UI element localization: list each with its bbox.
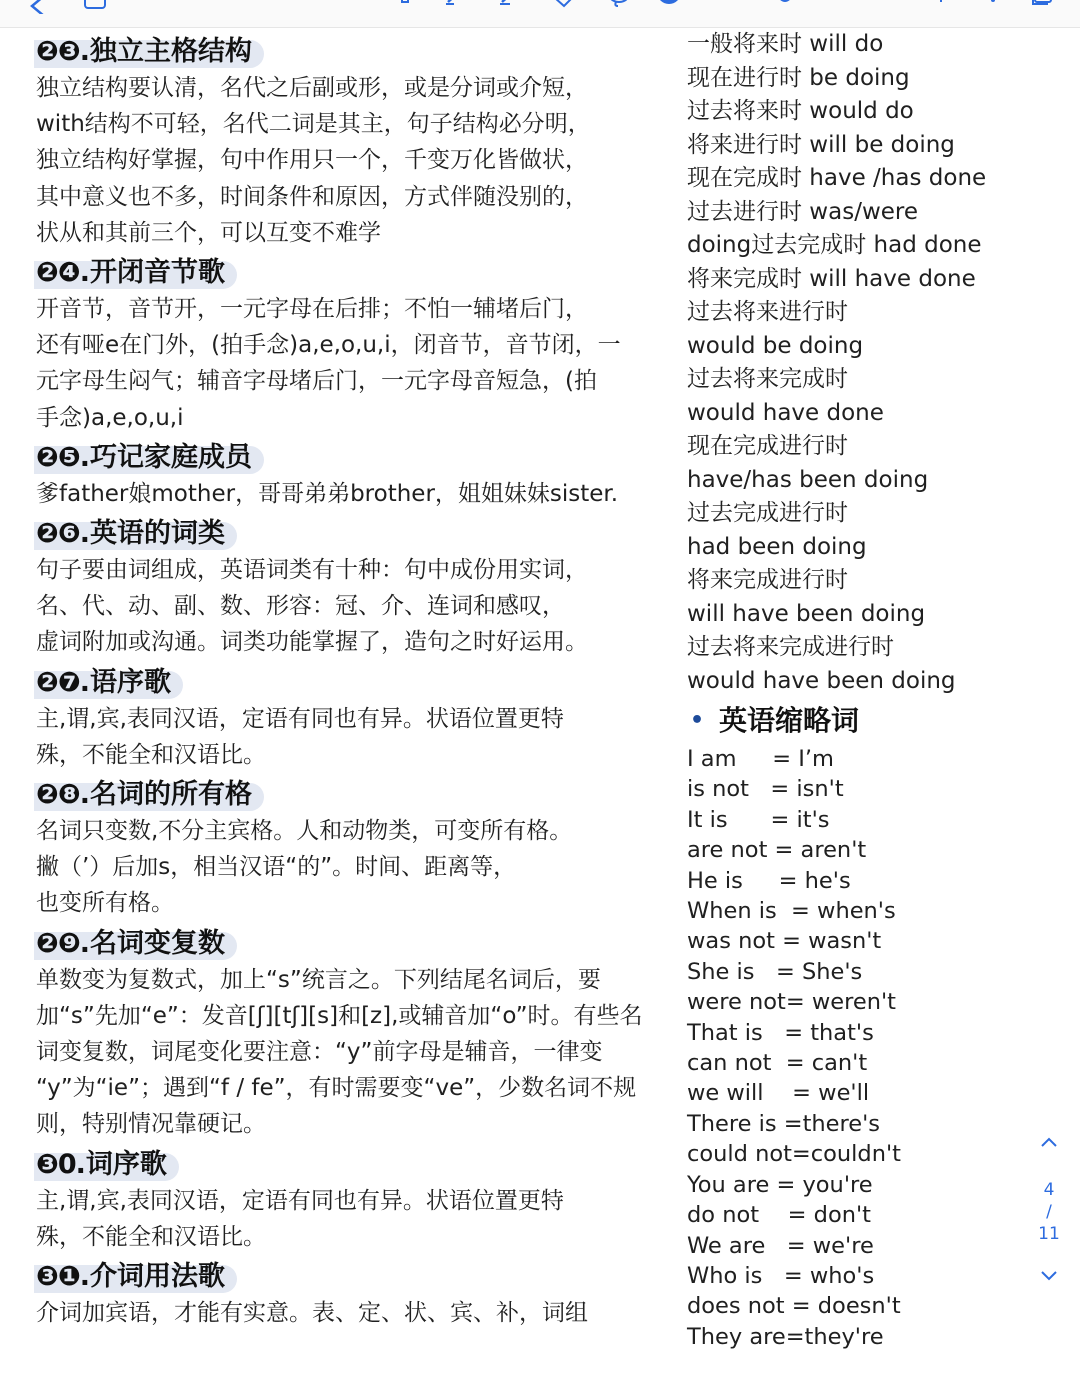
- section-heading: [36, 516, 237, 552]
- total-pages: 11: [1038, 1224, 1060, 1244]
- tense-item: 现在完成进行时: [687, 433, 848, 459]
- section-number: ❷❺: [36, 441, 80, 473]
- text-line: 殊，不能全和汉语比。: [36, 1223, 266, 1250]
- tense-item: will have been doing: [687, 600, 926, 627]
- section-number: ❷❻: [36, 518, 80, 550]
- text-line: 撇（’）后加s，相当汉语“的”。时间、距离等，: [36, 854, 517, 881]
- section-heading: [36, 1259, 237, 1295]
- section-title: .名词变复数: [79, 927, 225, 959]
- abbreviation-item: He is = he's: [687, 867, 851, 894]
- tense-item: 过去将来完成时: [687, 366, 848, 392]
- abbreviation-item: Who is = who's: [687, 1262, 875, 1289]
- text-line: 则，特别情况靠硬记。: [36, 1111, 266, 1138]
- section-title: .独立主格结构: [79, 36, 252, 67]
- abbreviation-item: She is = She's: [687, 958, 863, 985]
- chevron-up-icon[interactable]: [1039, 1135, 1059, 1149]
- tense-item: 一般将来时 will do: [687, 31, 884, 57]
- text-line: 单数变为复数式，加上“s”统言之。下列结尾名词后，要: [36, 966, 601, 993]
- text-line: 主,谓,宾,表同汉语，定语有同也有异。状语位置更特: [36, 705, 564, 732]
- annotation-toolbar: [0, 0, 1080, 28]
- pen-icon[interactable]: [392, 0, 418, 14]
- text-line: 开音节，音节开，一元字母在后排；不怕一辅堵后门，: [36, 296, 588, 323]
- abbreviation-heading: [687, 702, 1027, 740]
- section-body: [36, 1183, 672, 1255]
- text-line: 独立结构要认清，名代之后副或形，或是分词或介短，: [36, 75, 588, 101]
- tense-item: 过去进行时 was/were: [687, 198, 919, 225]
- abbreviation-item: are not = aren't: [687, 837, 867, 864]
- section: [36, 1145, 672, 1255]
- abbreviation-item: There is =there's: [687, 1110, 881, 1137]
- bullet-icon: •: [689, 708, 705, 733]
- section-body: [36, 552, 672, 661]
- color-circle-icon[interactable]: [656, 0, 682, 14]
- section-title: .语序歌: [79, 666, 171, 698]
- section-title: .巧记家庭成员: [79, 441, 252, 473]
- section-heading: [36, 777, 264, 813]
- section-body: [36, 701, 672, 773]
- left-column: [36, 32, 672, 1333]
- current-page: 4: [1043, 1180, 1055, 1200]
- section-title: .英语的词类: [79, 518, 225, 550]
- lasso-icon[interactable]: [606, 0, 632, 14]
- abbreviation-item: do not = don't: [687, 1202, 871, 1229]
- section-heading: [36, 926, 237, 962]
- section: [36, 1257, 672, 1331]
- section: [36, 663, 672, 773]
- text-line: 句子要由词组成，英语词类有十种：句中成份用实词，: [36, 557, 588, 584]
- text-line: 爹father娘mother，哥哥弟弟brother，姐姐妹妹sister.: [36, 480, 619, 507]
- section: [36, 514, 672, 661]
- text-line: 介词加宾语，才能有实意。表、定、状、宾、补，词组: [36, 1300, 588, 1327]
- section-number: ❸0: [36, 1148, 76, 1180]
- abbreviation-item: You are = you're: [687, 1171, 873, 1198]
- tense-item: 现在完成时 have /has done: [687, 165, 987, 191]
- abbreviation-item: We are = we're: [687, 1232, 874, 1259]
- section-body: [36, 962, 672, 1143]
- abbreviation-item: does not = doesn't: [687, 1293, 901, 1320]
- text-line: 殊，不能全和汉语比。: [36, 741, 266, 768]
- section-body: [36, 476, 672, 512]
- share-icon[interactable]: [928, 0, 954, 14]
- text-line: 名、代、动、副、数、形容：冠、介、连词和感叹，: [36, 593, 565, 620]
- section-title: .介词用法歌: [79, 1261, 225, 1293]
- abbreviation-item: I am = I’m: [687, 746, 834, 772]
- section-heading: [36, 665, 183, 701]
- section: [36, 924, 672, 1143]
- section-body: [36, 70, 672, 251]
- abbreviation-item: can not = can't: [687, 1050, 868, 1077]
- text-line: 加“s”先加“e”：发音[ʃ][tʃ][s]和[z],或辅音加“o”时。有些名: [36, 1002, 643, 1029]
- page-navigator: [1030, 1135, 1068, 1295]
- section-number: ❷❽: [36, 779, 80, 811]
- text-line: 独立结构好掌握，句中作用只一个，千变万化皆做状，: [36, 147, 588, 174]
- section-title: .词序歌: [75, 1148, 167, 1180]
- text-line: 也变所有格。: [36, 890, 174, 917]
- page-icon[interactable]: [82, 0, 108, 14]
- tense-item: doing过去完成时 had done: [687, 232, 982, 258]
- tense-item: 过去将来完成进行时: [687, 634, 894, 660]
- section: [36, 775, 672, 922]
- section-body: [36, 813, 672, 922]
- section: [36, 438, 672, 512]
- more-icon[interactable]: [980, 0, 1006, 14]
- eraser-icon[interactable]: [552, 0, 578, 14]
- abbreviation-item: was not = wasn't: [687, 928, 882, 955]
- tense-item: would have done: [687, 399, 884, 426]
- section-number: ❷❼: [36, 666, 80, 698]
- section-number: ❷❾: [36, 927, 80, 959]
- abbreviation-item: When is = when's: [687, 898, 896, 925]
- page-separator: /: [1046, 1202, 1052, 1222]
- abbreviation-item: is not = isn't: [687, 776, 844, 803]
- section-heading: [36, 255, 237, 291]
- section-body: [36, 291, 672, 436]
- microphone-icon[interactable]: [772, 0, 798, 14]
- tense-item: 将来进行时 will be doing: [687, 131, 955, 158]
- abbreviation-title: 英语缩略词: [719, 704, 860, 737]
- highlighter-icon[interactable]: [444, 0, 470, 14]
- abbreviation-item: we will = we'll: [687, 1080, 870, 1107]
- text-line: 词变复数，词尾变化要注意：“y”前字母是辅音，一律变: [36, 1039, 603, 1066]
- abbreviation-item: That is = that's: [687, 1019, 874, 1046]
- text-line: 还有哑e在门外，(拍手念)a,e,o,u,i，闭音节，音节闭，一: [36, 332, 621, 359]
- text-line: “y”为“ie”；遇到“f / fe”，有时需要变“ve”，少数名词不规: [36, 1075, 637, 1102]
- section-number: ❸❶: [36, 1261, 80, 1293]
- text-line: 主,谓,宾,表同汉语，定语有同也有异。状语位置更特: [36, 1187, 564, 1214]
- right-column: [687, 28, 1027, 1352]
- section: [36, 32, 672, 251]
- section-heading: [36, 440, 264, 476]
- tense-item: 将来完成进行时: [687, 567, 848, 593]
- text-line: 手念)a,e,o,u,i: [36, 404, 184, 431]
- tense-item: have/has been doing: [687, 466, 929, 493]
- tense-item: 过去完成进行时: [687, 500, 848, 526]
- section: [36, 253, 672, 436]
- tense-item: 将来完成时 will have done: [687, 265, 976, 292]
- chevron-down-icon[interactable]: [1039, 1269, 1059, 1283]
- section-number: ❷❹: [36, 257, 80, 289]
- tense-item: 过去将来时 would do: [687, 98, 914, 124]
- section-heading: [36, 1147, 179, 1183]
- text-line: 状从和其前三个，可以互变不难学: [36, 219, 381, 246]
- abbreviation-item: They are=they're: [687, 1323, 884, 1350]
- section-heading: [36, 34, 264, 70]
- pencil-icon[interactable]: [498, 0, 524, 14]
- text-line: 其中意义也不多，时间条件和原因，方式伴随没别的，: [36, 183, 588, 210]
- abbreviation-list: [687, 744, 1027, 1352]
- undo-icon[interactable]: [240, 0, 266, 14]
- pages-icon[interactable]: [1030, 0, 1056, 14]
- text-line: 名词只变数,不分主宾格。人和动物类，可变所有格。: [36, 818, 573, 845]
- abbreviation-item: were not= weren't: [687, 989, 896, 1016]
- back-arrow-icon[interactable]: [24, 0, 50, 14]
- text-line: 元字母生闷气；辅音字母堵后门，一元字母音短急，(拍: [36, 368, 597, 395]
- text-line: with结构不可轻，名代二词是其主，句子结构必分明，: [36, 111, 591, 138]
- text-line: 虚词附加或沟通。词类功能掌握了，造句之时好运用。: [36, 629, 588, 656]
- section-title: .开闭音节歌: [79, 257, 225, 289]
- tense-item: 过去将来进行时: [687, 299, 848, 325]
- tense-item: would have been doing: [687, 667, 956, 694]
- section-title: .名词的所有格: [79, 779, 252, 811]
- tense-list: [687, 28, 1027, 698]
- abbreviation-item: could not=couldn't: [687, 1141, 901, 1168]
- abbreviation-item: It is = it's: [687, 806, 830, 833]
- tense-item: would be doing: [687, 332, 864, 359]
- section-body: [36, 1295, 672, 1331]
- tense-item: had been doing: [687, 533, 867, 560]
- section-number: ❷❸: [36, 36, 80, 67]
- tense-item: 现在进行时 be doing: [687, 64, 910, 91]
